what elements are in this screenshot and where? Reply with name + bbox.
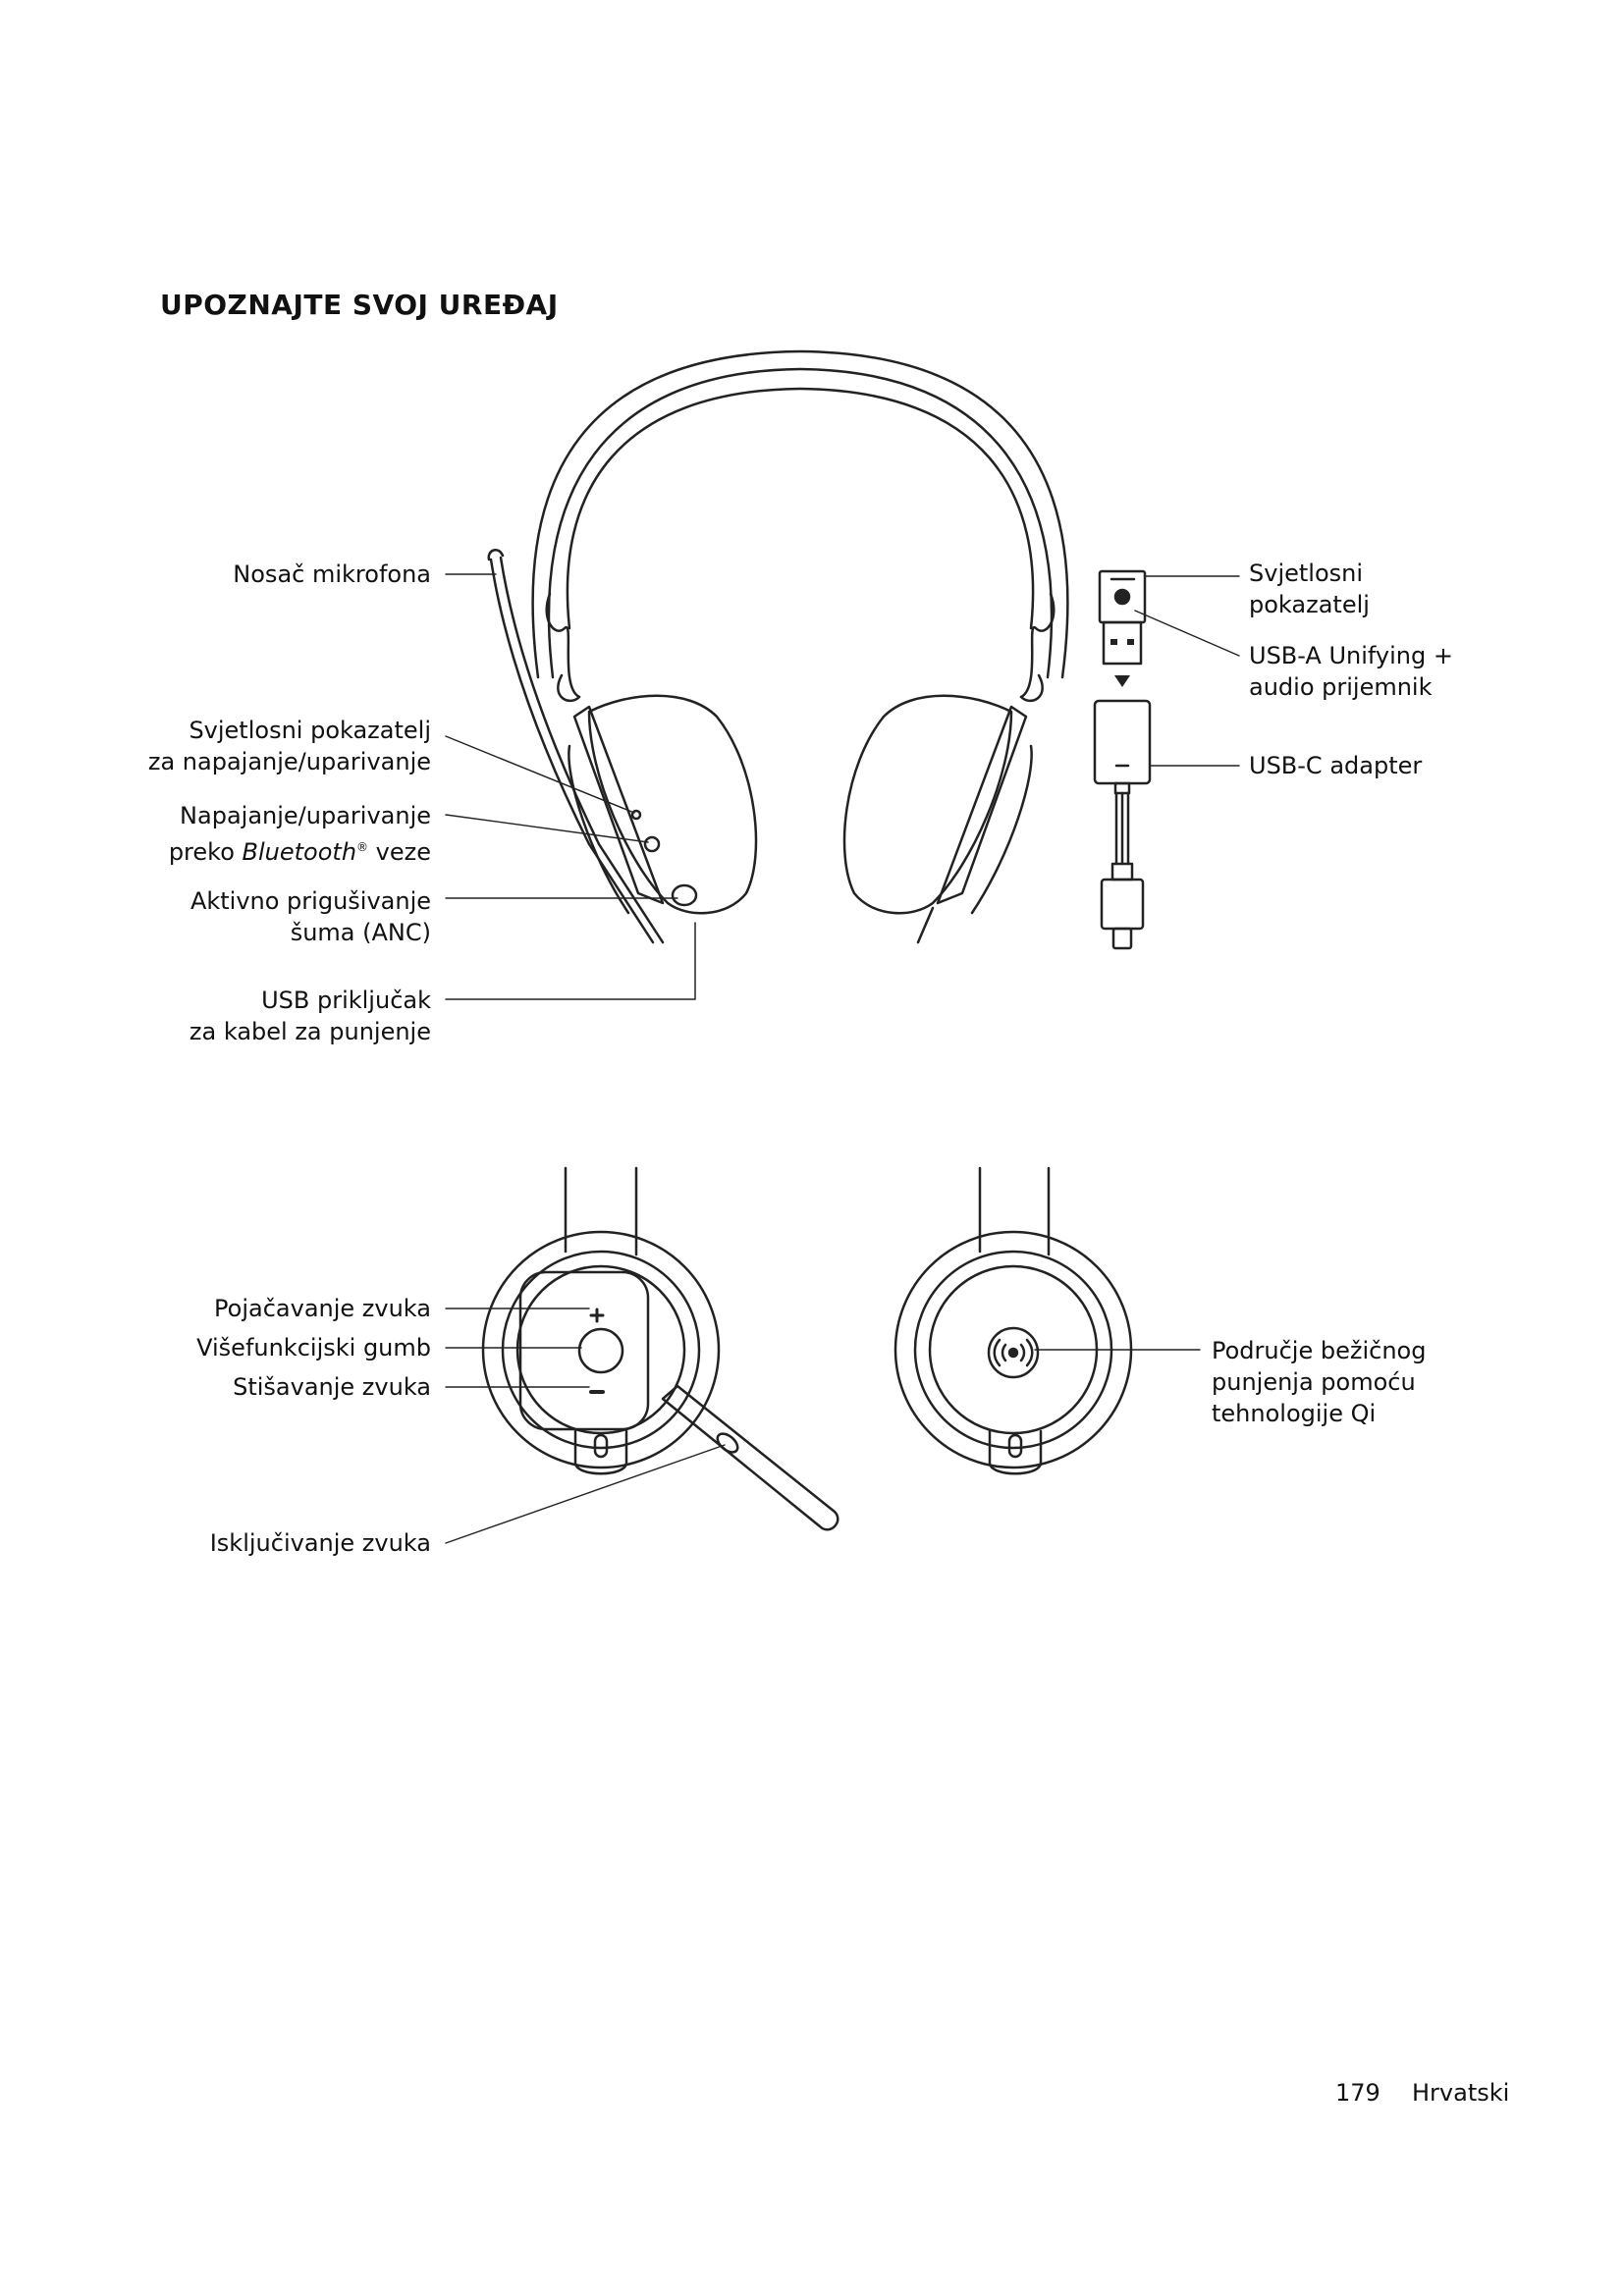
headband-inner [549,369,1052,677]
label-receiver-line1: USB-A Unifying + [1249,642,1453,669]
label-qi-line3: tehnologije Qi [1212,1400,1377,1427]
label-volume-down: Stišavanje zvuka [233,1373,431,1401]
power-button-icon [645,837,659,851]
page-title: UPOZNAJTE SVOJ UREĐAJ [160,289,559,321]
mic-boom-line [491,560,653,942]
label-mic-boom: Nosač mikrofona [233,561,431,588]
label-anc-line1: Aktivno prigušivanje [189,887,431,915]
headband-padding [568,389,1033,628]
label-bt-pairing-line2 [169,831,431,868]
label-bt-suffix: veze [368,838,431,866]
label-receiver-led-line1: Svjetlosni [1249,560,1364,587]
label-status-led-line2: za napajanje/uparivanje [147,748,431,775]
label-bt-brand: Bluetooth [242,838,357,866]
label-qi-line1: Područje bežičnog [1212,1337,1427,1364]
label-qi-charging [1212,1335,1426,1429]
headset-front-illustration [446,351,1067,999]
arrow-down-icon [1114,675,1130,687]
label-bt-reg: ® [356,840,369,854]
label-volume-up: Pojačavanje zvuka [214,1295,431,1322]
label-qi-line2: punjenja pomoću [1212,1368,1416,1396]
page-number: 179 [1335,2079,1380,2107]
label-usbc-adapter: USB-C adapter [1249,752,1423,779]
label-usb-port [189,985,431,1047]
label-status-led [148,715,431,777]
label-receiver-line2: audio prijemnik [1249,673,1433,701]
label-status-led-line1: Svjetlosni pokazatelj [189,717,431,744]
usb-receiver-illustration [1095,571,1150,948]
label-multifunction: Višefunkcijski gumb [196,1334,431,1362]
label-usb-port-line2: za kabel za punjenje [189,1018,431,1045]
label-receiver-led [1249,558,1370,620]
footer-language: Hrvatski [1412,2079,1510,2107]
label-receiver [1249,640,1453,703]
earcup-qi-illustration [895,1168,1131,1473]
label-anc-line2: šuma (ANC) [290,919,431,946]
label-receiver-led-line2: pokazatelj [1249,591,1370,618]
label-usb-port-line1: USB priključak [261,987,431,1014]
label-bt-pairing [169,800,431,868]
left-earcup [568,696,756,913]
label-anc [190,885,431,948]
label-bt-prefix: preko [168,838,243,866]
anc-button-icon [673,885,696,905]
headband-outer [533,351,1068,677]
label-mute: Isključivanje zvuka [209,1529,431,1557]
earcup-controls-illustration [483,1168,838,1529]
label-bt-pairing-line1: Napajanje/uparivanje [180,802,431,829]
right-earcup [844,696,1032,942]
usbc-adapter-body [1095,701,1150,783]
